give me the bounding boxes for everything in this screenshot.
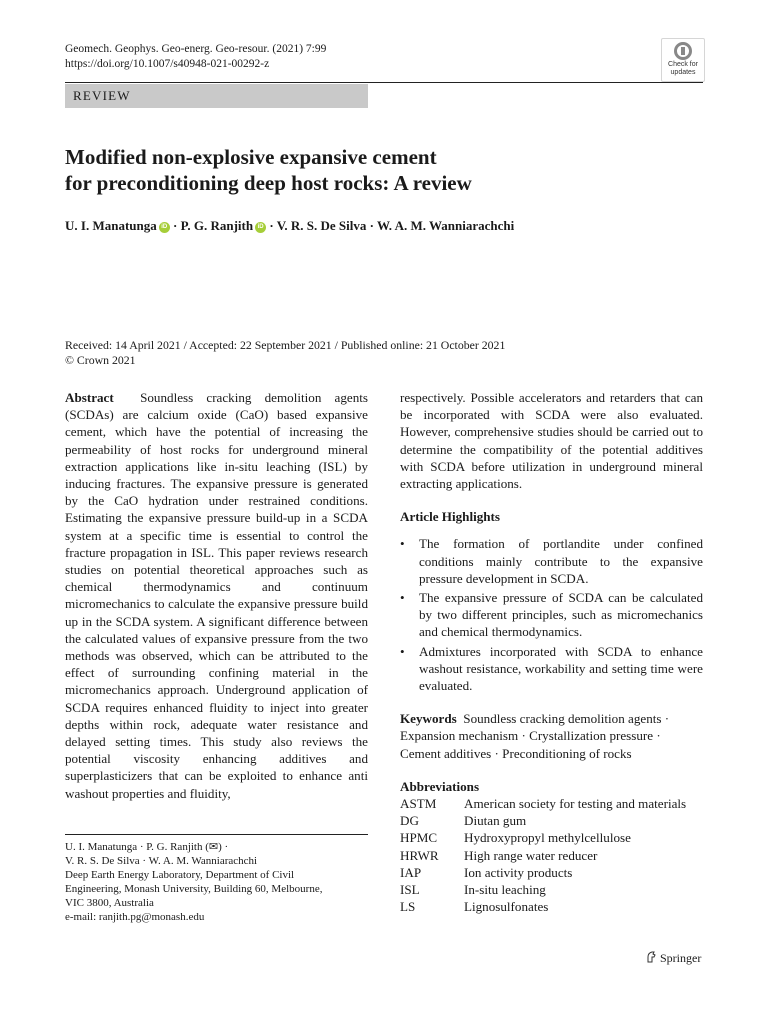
abstract-right-column [400, 389, 703, 915]
abbreviation-row [400, 795, 686, 812]
journal-header [65, 42, 326, 72]
keywords-label: Keywords [400, 711, 457, 727]
affiliation-divider [65, 834, 368, 835]
publisher-logo [645, 950, 701, 966]
author-name[interactable]: W. A. M. Wanniarachchi [377, 218, 515, 233]
abbreviation-value: American society for testing and materials [464, 796, 687, 812]
abbreviation-row [400, 864, 686, 881]
header-divider [65, 82, 703, 83]
orcid-icon[interactable]: iD [159, 222, 170, 233]
dates-line: Received: 14 April 2021 / Accepted: 22 September 2021 / Published online: 21 October 2021 [65, 338, 506, 352]
abbreviation-value: High range water reducer [464, 847, 598, 863]
affiliation-block [65, 840, 368, 924]
check-for-updates-badge[interactable] [661, 38, 705, 82]
abbreviations-heading: Abbreviations [400, 778, 480, 794]
highlight-item [400, 643, 703, 695]
paper-title [65, 144, 665, 196]
badge-line-1: Check for [668, 61, 698, 68]
abbreviation-row [400, 881, 686, 898]
author-separator: · [366, 218, 377, 233]
highlight-item [400, 535, 703, 587]
article-type-label: REVIEW [65, 84, 368, 108]
abbreviations-table [400, 795, 686, 915]
orcid-icon[interactable]: iD [255, 222, 266, 233]
abbreviation-key: DG [400, 813, 419, 829]
highlights-heading: Article Highlights [400, 509, 501, 525]
abstract-left-column [65, 389, 368, 802]
abbreviation-row [400, 812, 686, 829]
affiliation-line: Engineering, Monash University, Building 60, Melbourne, [65, 883, 323, 895]
publication-dates [65, 338, 505, 368]
author-list [65, 217, 705, 235]
abbreviation-row [400, 829, 686, 846]
author-name[interactable]: V. R. S. De Silva [276, 218, 367, 233]
affiliation-line: Deep Earth Energy Laboratory, Department of Civil [65, 869, 295, 881]
abbreviation-key: LS [400, 899, 416, 915]
bullet-icon: • [400, 590, 405, 606]
abbreviation-row [400, 898, 686, 915]
journal-citation: Geomech. Geophys. Geo-energ. Geo-resour. (2021) 7:99 [65, 43, 327, 55]
abbreviation-value: Ion activity products [464, 864, 573, 880]
affiliation-line: VIC 3800, Australia [65, 897, 154, 909]
title-line-1: Modified non-explosive expansive cement [65, 145, 437, 169]
keywords-block [400, 710, 703, 762]
author-separator: · [266, 218, 277, 233]
abbreviation-key: ISL [400, 882, 420, 898]
abstract-label: Abstract [65, 390, 114, 405]
abbreviation-value: Hydroxypropyl methylcellulose [464, 830, 631, 846]
bullet-icon: • [400, 536, 405, 552]
title-line-2: for preconditioning deep host rocks: A review [65, 171, 472, 195]
copyright-line: © Crown 2021 [65, 353, 136, 367]
publisher-name: Springer [660, 951, 702, 965]
abbreviation-key: IAP [400, 864, 422, 880]
author-separator: · [169, 218, 181, 233]
abbreviation-value: Diutan gum [464, 813, 527, 829]
highlight-item [400, 589, 703, 641]
highlight-text: Admixtures incorporated with SCDA to enhance washout resistance, workability and setting time were evaluated. [419, 643, 703, 694]
highlight-text: The expansive pressure of SCDA can be calculated by two different principles, such as micromechanics and chemical thermodynamics. [419, 590, 703, 640]
abstract-continuation: respectively. Possible accelerators and retarders that can be incorporated with SCDA were also evaluated. However, comprehensive studies should be carried out to determine the compatibility of the potential additives with SCDA before utilization in underground mineral extracting applications. [400, 390, 703, 492]
keywords-text: Soundless cracking demolition agents · Expansion mechanism · Crystallization pressure · Cement additives · Preconditioning of rocks [400, 711, 670, 761]
badge-line-2: updates [670, 69, 696, 76]
highlight-text: The formation of portlandite under confined conditions mainly contribute to the expansive pressure development in SCDA. [419, 536, 703, 586]
abbreviation-key: HRWR [400, 847, 439, 863]
author-name[interactable]: U. I. Manatunga [65, 218, 157, 233]
author-name[interactable]: P. G. Ranjith [180, 218, 254, 233]
abbreviation-value: In-situ leaching [464, 882, 546, 898]
abbreviation-key: HPMC [400, 830, 438, 846]
update-icon [674, 42, 692, 60]
highlights-list [400, 535, 703, 694]
email-link[interactable]: e-mail: ranjith.pg@monash.edu [65, 911, 205, 923]
abbreviation-value: Lignosulfonates [464, 899, 549, 915]
springer-horse-icon [645, 951, 657, 963]
affiliation-line: V. R. S. De Silva · W. A. M. Wanniarachchi [65, 855, 258, 867]
affiliation-line: U. I. Manatunga · P. G. Ranjith (✉) · [65, 841, 229, 853]
abbreviation-key: ASTM [400, 796, 437, 812]
doi-link[interactable]: https://doi.org/10.1007/s40948-021-00292-z [65, 58, 270, 70]
bullet-icon: • [400, 643, 405, 659]
abstract-text: Soundless cracking demolition agents (SCDAs) are calcium oxide (CaO) based expansive cement, which have the potential of increasing the permeability of host rocks for underground mineral extraction applications like in-situ leaching (ISL) by inducing fractures. The expansive pressure is generated by the CaO hydration under restrained conditions. Estimating the expansive pressure build-up in a SCDA system at a specific time is essential to control the fracture propagation in ISL. This paper reviews research studies on potential theoretical approaches such as chemical thermodynamics and continuum micromechanics to calculate the expansive pressure build up in the SCDA system. A significant difference between the calculated values of expansive pressure from the two methods was observed, which can be attributed to the effect of surrounding confining material in the micromechanics approach. Underground application of SCDA requires enhanced fluidity to inject into greater depths within rock, adequate water resistance and delayed setting times. This study also reviews the potential viscosity enhancing additives and superplasticizers that can be exploited to enhance anti washout properties and fluidity, [65, 390, 368, 801]
abbreviation-row [400, 847, 686, 864]
